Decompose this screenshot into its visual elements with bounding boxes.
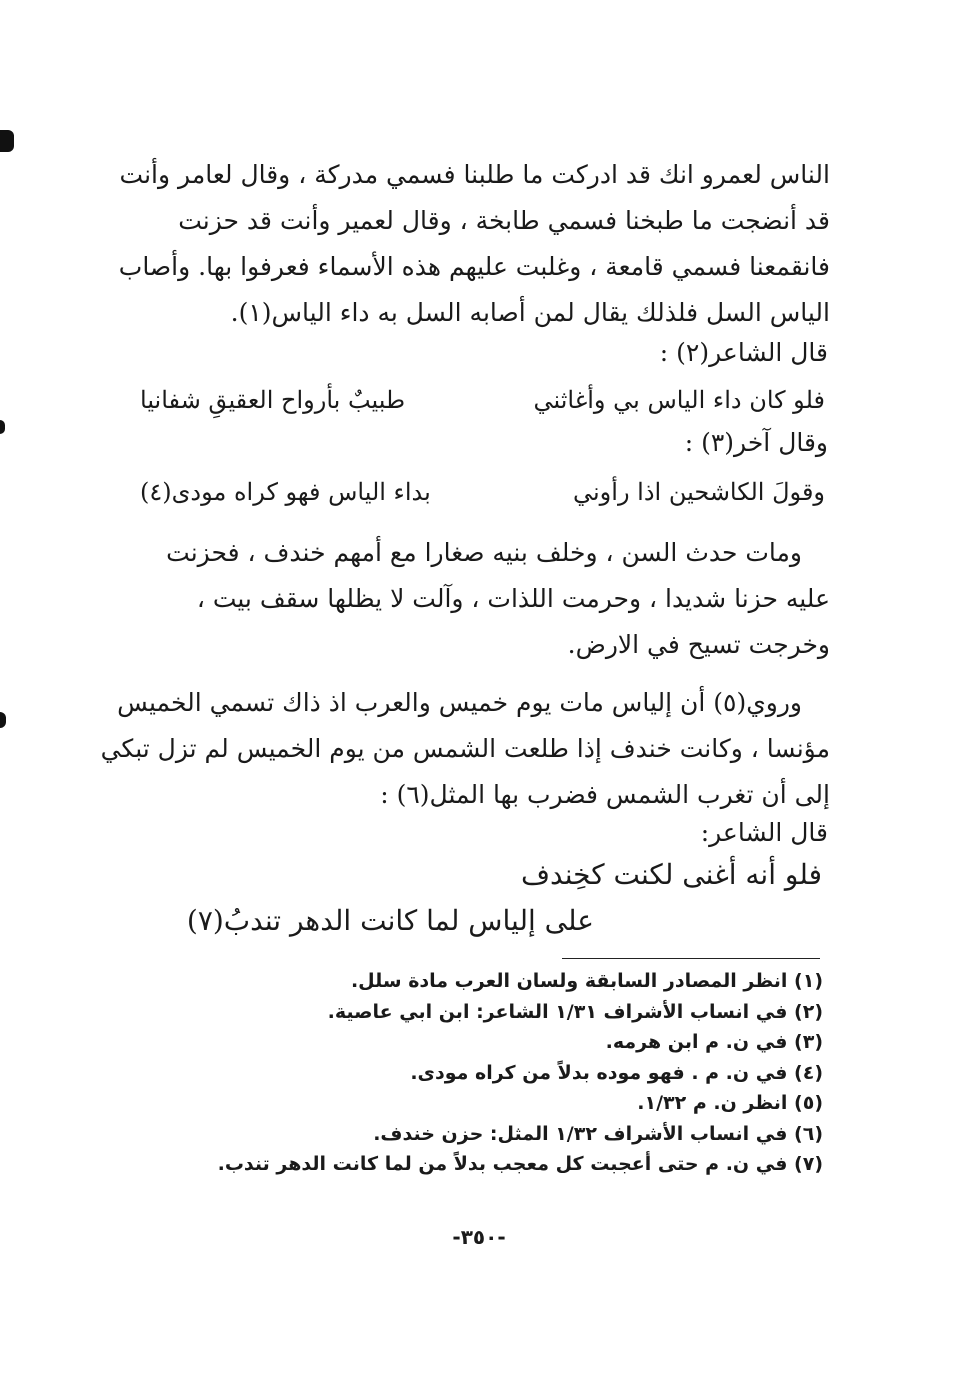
footnote-6: (٦) في انساب الأشراف ١/٣٢ المثل: حزن خندف.	[373, 1122, 823, 1145]
scan-edge-mark	[0, 712, 6, 728]
paragraph-line: عليه حزنا شديدا ، وحرمت اللذات ، وآلت لا يظلها سقف بيت ،	[196, 584, 830, 613]
poet-label: قال الشاعر(٢) :	[659, 338, 828, 367]
verse-first-hemistich: فلو كان داء الياس بي وأغاثني	[533, 386, 825, 414]
footnote-2: (٢) في انساب الأشراف ١/٣١ الشاعر: ابن ابي عاصية.	[327, 1000, 823, 1023]
poet-label: وقال آخر(٣) :	[684, 428, 828, 457]
paragraph-line: وروي(٥) أن إلياس مات يوم خميس والعرب اذ ذاك تسمي الخميس	[117, 688, 802, 717]
verse-1	[140, 386, 825, 414]
footnote-divider	[562, 958, 820, 959]
scan-edge-mark	[0, 420, 5, 434]
verse-3-second-hemistich: على إلياس لما كانت الدهر تندبُ(٧)	[186, 904, 594, 937]
paragraph-line: فانقمعنا فسمي قامعة ، وغلبت عليهم هذه الأسماء فعرفوا بها. وأصاب	[118, 252, 830, 281]
verse-second-hemistich: بداء الياس فهو كراه مودى(٤)	[140, 478, 431, 506]
paragraph-2	[140, 530, 830, 668]
paragraph-line: الياس السل فلذلك يقال لمن أصابه السل به داء الياس(١).	[230, 298, 830, 327]
paragraph-line: قد أنضجت ما طبخنا فسمي طابخة ، وقال لعمير وأنت قد حزنت	[178, 206, 830, 235]
page-number: -٣٥٠-	[452, 1225, 506, 1249]
paragraph-line: إلى أن تغرب الشمس فضرب بها المثل(٦) :	[380, 780, 830, 809]
verse-first-hemistich: وقولَ الكاشحين اذا رأوني	[573, 478, 825, 506]
verse-second-hemistich: طبيبٌ بأرواح العقيقِ شفانيا	[140, 386, 406, 414]
footnote-1: (١) انظر المصادر السابقة ولسان العرب مادة سلل.	[350, 970, 823, 992]
footnote-3: (٣) في ن. م ابن هرمه.	[605, 1031, 823, 1053]
paragraph-line: مؤنسا ، وكانت خندف إذا طلعت الشمس من يوم الخميس لم تزل تبكي	[100, 734, 830, 763]
paragraph-3	[100, 680, 830, 818]
paragraph-1	[118, 152, 830, 336]
footnotes	[218, 966, 823, 1180]
paragraph-line: ومات حدث السن ، وخلف بنيه صغارا مع أمهم خندف ، فحزنت	[166, 538, 802, 567]
footnote-5: (٥) انظر ن. م ١/٣٢.	[637, 1092, 823, 1114]
footnote-7: (٧) في ن. م حتى أعجبت كل معجب بدلاً من لما كانت الدهر تندب.	[217, 1153, 823, 1175]
verse-3-first-hemistich: فلو أنه أغنى لكنت كخِندف	[520, 858, 822, 891]
paragraph-line: وخرجت تسيح في الارض.	[567, 630, 830, 659]
verse-2	[140, 478, 825, 506]
paragraph-line: الناس لعمرو انك قد ادركت ما طلبنا فسمي مدركة ، وقال لعامر وأنت	[119, 160, 830, 189]
footnote-4: (٤) في ن. م . فهو موده بدلاً من كراه مودى.	[410, 1061, 823, 1084]
poet-label: قال الشاعر:	[700, 818, 828, 847]
scan-edge-mark	[0, 130, 14, 152]
